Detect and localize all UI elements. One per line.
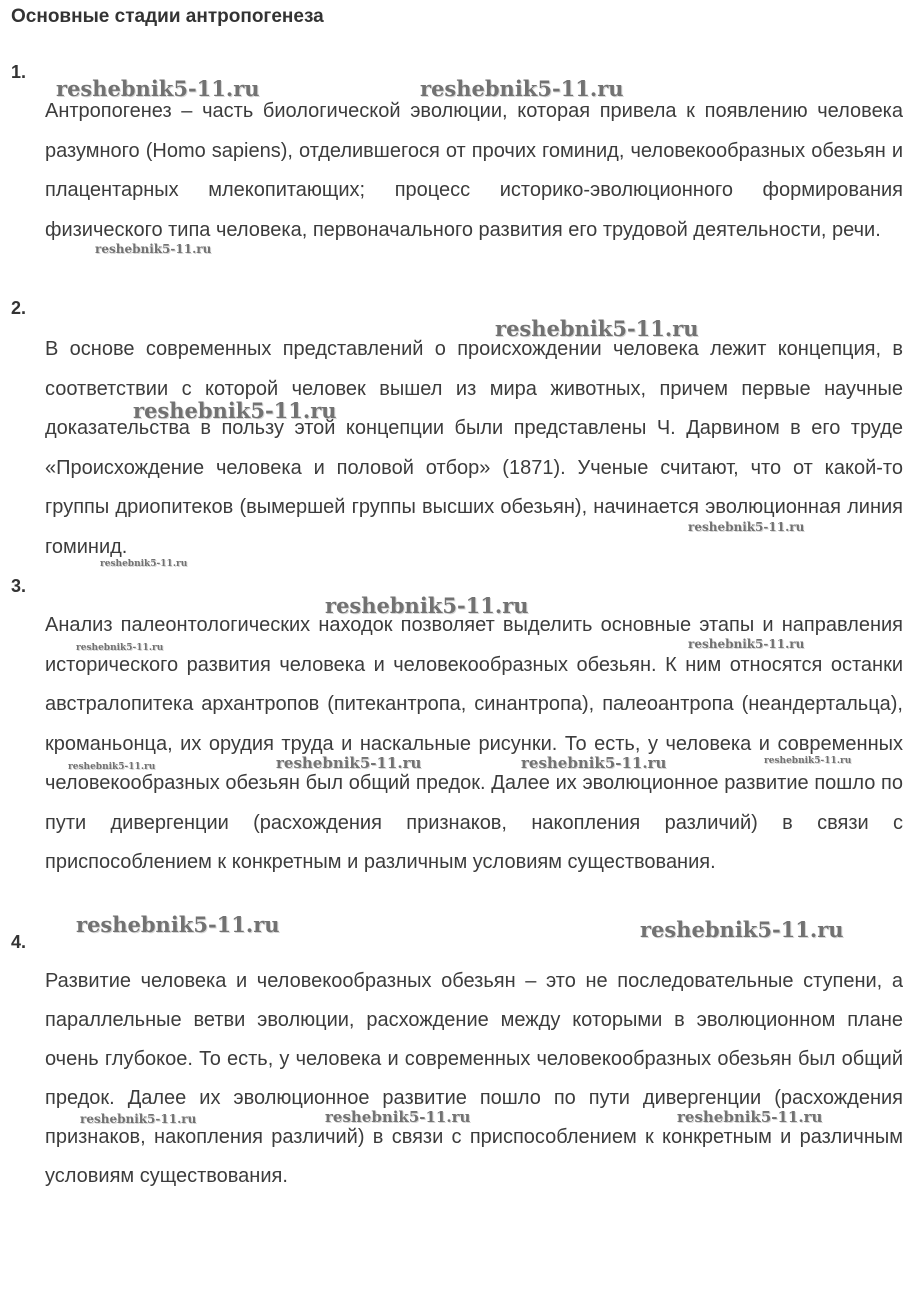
watermark: reshebnik5-11.ru bbox=[688, 520, 805, 534]
watermark: reshebnik5-11.ru bbox=[420, 76, 624, 101]
section-number: 4. bbox=[11, 932, 27, 952]
section-paragraph: Анализ палеонтологических находок позволяет выделить основные этапы и направления исторического развития человека и человекообразных обезьян. К ним относятся останки австралопитека архантропов (питекантропа, синантропа), палеоантропа (неандертальца), кроманьонца, их орудия труда и наскальные рисунки. То есть, у человека и современных человекообразных обезьян был общий предок. Далее их эволюционное развитие пошло по пути дивергенции (расхождения признаков, накопления различий) в связи с приспособлением к конкретным и различным условиям существования. bbox=[45, 614, 903, 873]
watermark: reshebnik5-11.ru bbox=[80, 1112, 197, 1126]
watermark: reshebnik5-11.ru bbox=[76, 912, 280, 937]
watermark: reshebnik5-11.ru bbox=[95, 242, 212, 256]
section-paragraph: Антропогенез – часть биологической эволюции, которая привела к появлению человека разумного (Homo sapiens), отделившегося от прочих гоминид, человекообразных обезьян и плацентарных млекопитающих; процесс историко-эволюционного формирования физического типа человека, первоначального развития его трудовой деятельности, речи. bbox=[45, 100, 903, 241]
page-title: Основные стадии антропогенеза bbox=[11, 6, 324, 27]
watermark: reshebnik5-11.ru bbox=[133, 398, 337, 423]
section-number: 3. bbox=[11, 576, 27, 596]
watermark: reshebnik5-11.ru bbox=[276, 754, 422, 772]
watermark: reshebnik5-11.ru bbox=[521, 754, 667, 772]
watermark: reshebnik5-11.ru bbox=[677, 1108, 823, 1126]
watermark: reshebnik5-11.ru bbox=[640, 917, 844, 942]
section-number: 2. bbox=[11, 298, 27, 318]
section-number: 1. bbox=[11, 62, 27, 82]
watermark: reshebnik5-11.ru bbox=[68, 762, 156, 772]
watermark: reshebnik5-11.ru bbox=[764, 756, 852, 766]
section-paragraph: Развитие человека и человекообразных обезьян – это не последовательные ступени, а параллельные ветви эволюции, расхождение между которыми в эволюционном плане очень глубокое. То есть, у человека и современных человекообразных обезьян был общий предок. Далее их эволюционное развитие пошло по пути дивергенции (расхождения признаков, накопления различий) в связи с приспособлением к конкретным и различным условиям существования. bbox=[45, 970, 903, 1187]
watermark: reshebnik5-11.ru bbox=[325, 1108, 471, 1126]
watermark: reshebnik5-11.ru bbox=[76, 643, 164, 653]
watermark: reshebnik5-11.ru bbox=[56, 76, 260, 101]
watermark: reshebnik5-11.ru bbox=[100, 559, 188, 569]
watermark: reshebnik5-11.ru bbox=[688, 637, 805, 651]
section-paragraph: В основе современных представлений о происхождении человека лежит концепция, в соответствии с которой человек вышел из мира животных, причем первые научные доказательства в пользу этой концепции были представлены Ч. Дарвином в его труде «Происхождение человека и половой отбор» (1871). Ученые считают, что от какой-то группы дриопитеков (вымершей группы высших обезьян), начинается эволюционная линия гоминид. bbox=[45, 338, 903, 558]
watermark: reshebnik5-11.ru bbox=[495, 316, 699, 341]
watermark: reshebnik5-11.ru bbox=[325, 593, 529, 618]
